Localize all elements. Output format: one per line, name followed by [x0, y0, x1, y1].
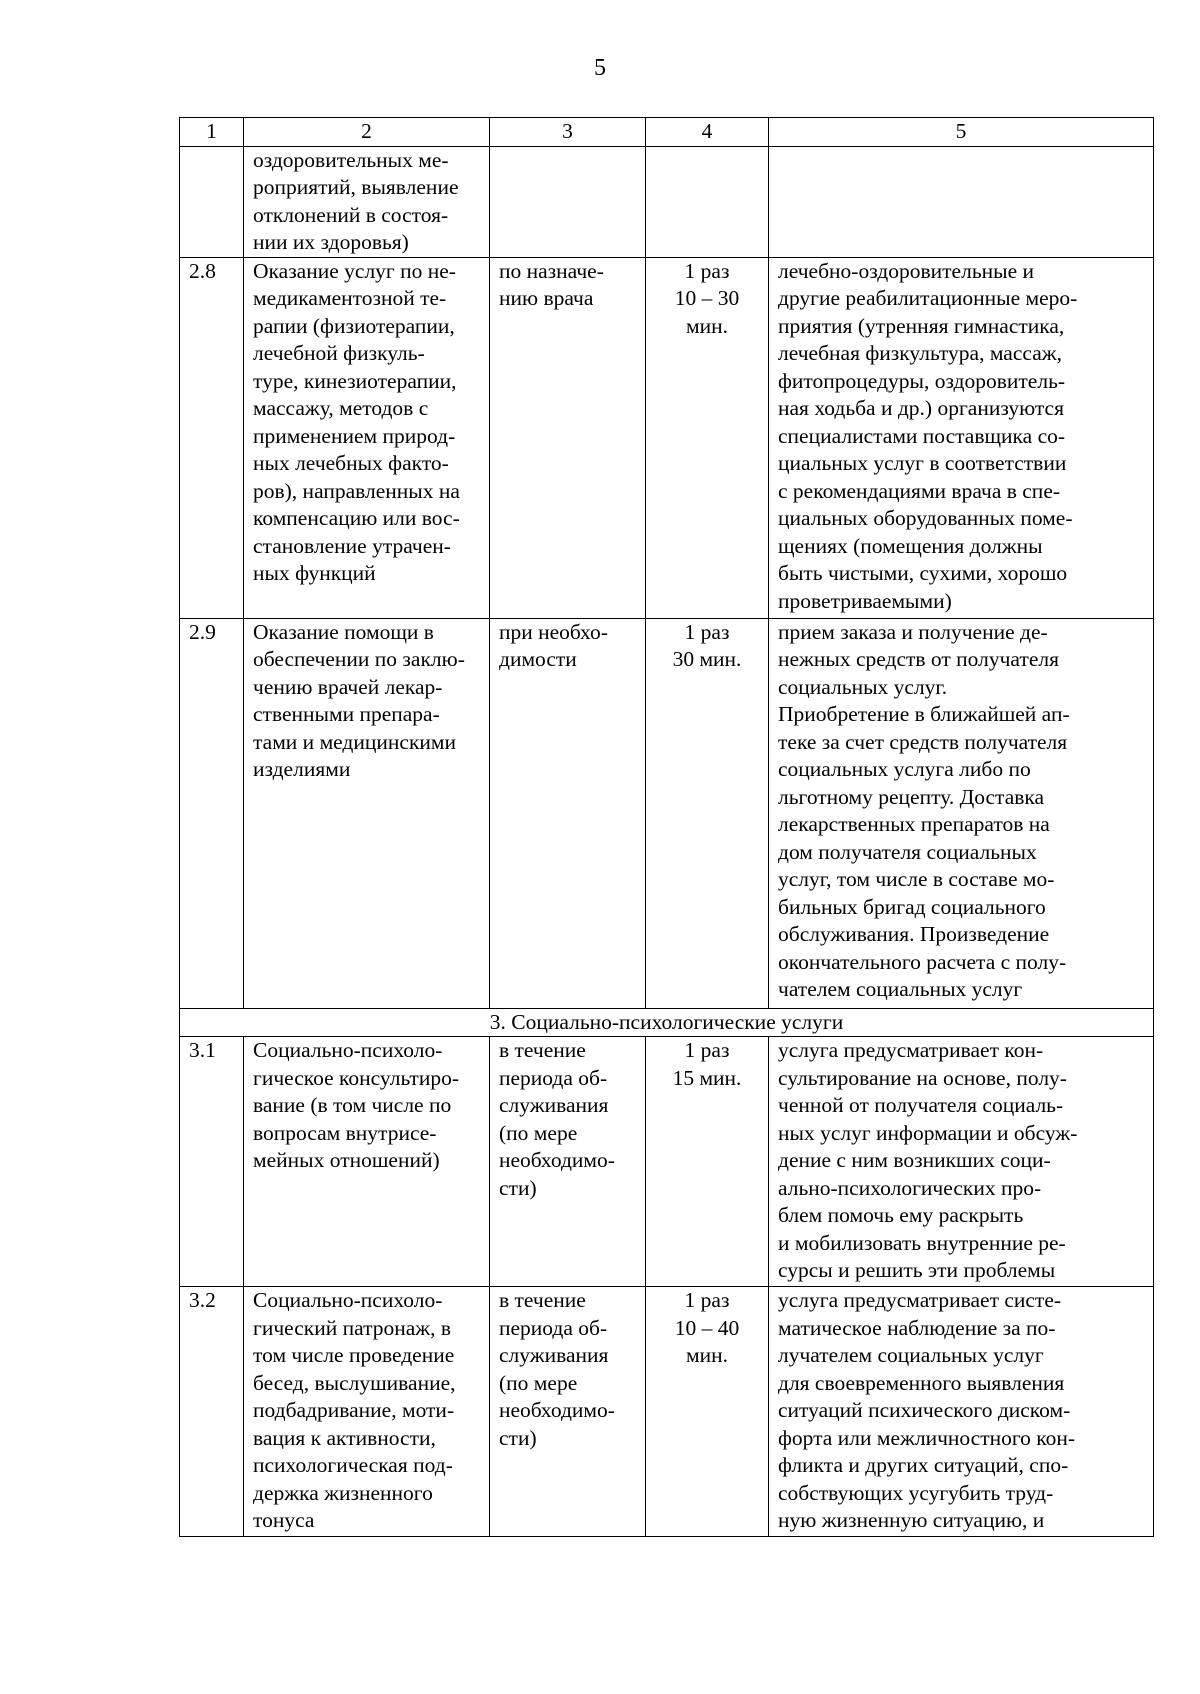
service-name: Социально-психоло- гический патронаж, в том числе проведение бесед, выслушивание, подбадривание, моти- вация к активности, психологическая под- держка жизненного тонуса: [244, 1287, 490, 1537]
row-number: 2.8: [180, 257, 244, 618]
header-cell-1: 1: [180, 118, 244, 147]
service-frequency: 1 раз 30 мин.: [646, 618, 769, 1008]
table-row: [180, 1037, 1154, 1287]
service-period: [490, 146, 646, 257]
header-cell-4: 4: [646, 118, 769, 147]
service-name: Социально-психоло- гическое консультиро- вание (в том числе по вопросам внутрисе- мейных отношений): [244, 1037, 490, 1287]
header-cell-5: 5: [769, 118, 1154, 147]
service-frequency: 1 раз 10 – 30 мин.: [646, 257, 769, 618]
service-frequency: [646, 146, 769, 257]
table-row: [180, 146, 1154, 257]
service-period: при необхо- димости: [490, 618, 646, 1008]
service-description: услуга предусматривает кон- сультирование на основе, полу- ченной от получателя социаль- ных услуг информации и обсуж- дение с ним возникших соци- ально-психологических про- блем помочь ему раскрыть и мобилизовать внутренние ре- сурсы и решить эти проблемы: [769, 1037, 1154, 1287]
service-period: по назначе- нию врача: [490, 257, 646, 618]
section-title: 3. Социально-психологические услуги: [180, 1008, 1154, 1037]
service-period: в течение периода об- служивания (по мере необходимо- сти): [490, 1037, 646, 1287]
services-table: [179, 117, 1154, 1537]
section-row: [180, 1008, 1154, 1037]
table-header-row: [180, 118, 1154, 147]
table-row: [180, 257, 1154, 618]
service-description: прием заказа и получение де- нежных средств от получателя социальных услуг. Приобретение в ближайшей ап- теке за счет средств получателя социальных услуга либо по льготному рецепту. Доставка лекарственных препаратов на дом получателя социальных услуг, том числе в составе мо- бильных бригад социального обслуживания. Произведение окончательного расчета с полу- чателем социальных услуг: [769, 618, 1154, 1008]
service-description: услуга предусматривает систе- матическое наблюдение за по- лучателем социальных услуг для своевременного выявления ситуаций психического диском- форта или межличностного кон- фликта и других ситуаций, спо- собствующих усугубить труд- ную жизненную ситуацию, и: [769, 1287, 1154, 1537]
service-description: [769, 146, 1154, 257]
page-number: 5: [594, 55, 606, 81]
header-cell-3: 3: [490, 118, 646, 147]
service-name: оздоровительных ме- роприятий, выявление отклонений в состоя- нии их здоровья): [244, 146, 490, 257]
row-number: 3.2: [180, 1287, 244, 1537]
service-frequency: 1 раз 15 мин.: [646, 1037, 769, 1287]
service-description: лечебно-оздоровительные и другие реабилитационные меро- приятия (утренняя гимнастика, лечебная физкультура, массаж, фитопроцедуры, оздоровитель- ная ходьба и др.) организуются специалистами поставщика со- циальных услуг в соответствии с рекомендациями врача в спе- циальных оборудованных поме- щениях (помещения должны быть чистыми, сухими, хорошо проветриваемыми): [769, 257, 1154, 618]
service-name: Оказание помощи в обеспечении по заклю- чению врачей лекар- ственными препара- тами и медицинскими изделиями: [244, 618, 490, 1008]
row-number: 2.9: [180, 618, 244, 1008]
row-number: [180, 146, 244, 257]
service-name: Оказание услуг по не- медикаментозной те- рапии (физиотерапии, лечебной физкуль- туре, кинезиотерапии, массажу, методов с применением природ- ных лечебных факто- ров), направленных на компенсацию или вос- становление утрачен- ных функций: [244, 257, 490, 618]
table-row: [180, 1287, 1154, 1537]
header-cell-2: 2: [244, 118, 490, 147]
service-frequency: 1 раз 10 – 40 мин.: [646, 1287, 769, 1537]
row-number: 3.1: [180, 1037, 244, 1287]
table-row: [180, 618, 1154, 1008]
service-period: в течение периода об- служивания (по мере необходимо- сти): [490, 1287, 646, 1537]
